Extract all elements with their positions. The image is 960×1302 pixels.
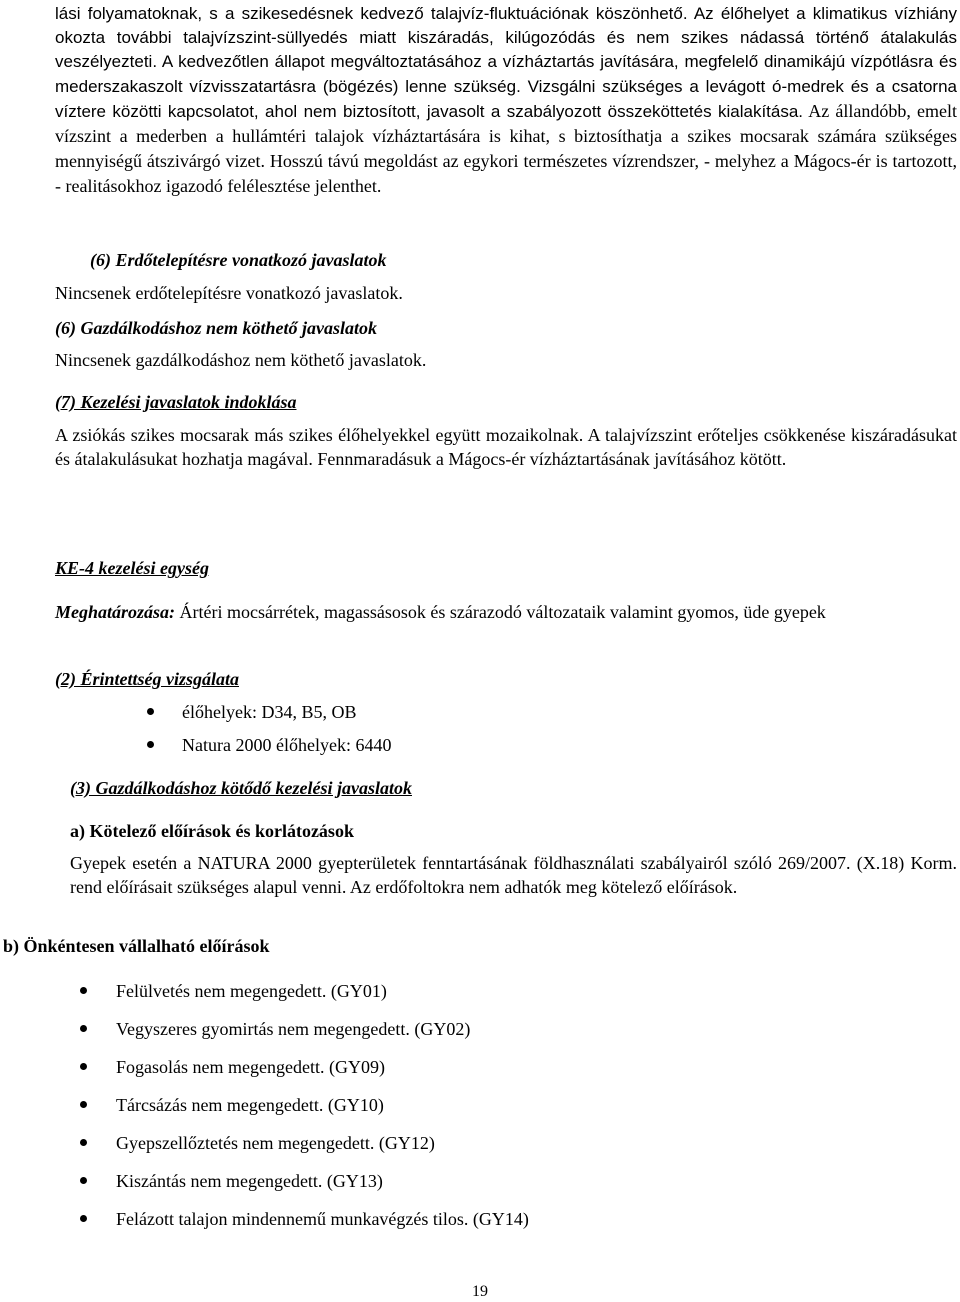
list-item: Kiszántás nem megengedett. (GY13) (80, 1169, 940, 1193)
farming-heading: (3) Gazdálkodáshoz kötődő kezelési javaslatok (70, 778, 412, 798)
bullet-icon (147, 708, 154, 715)
voluntary-heading: b) Önkéntesen vállalható előírások (3, 936, 270, 956)
justification-heading: (7) Kezelési javaslatok indoklása (55, 392, 297, 412)
justification-text: A zsiókás szikes mocsarak más szikes élőhelyekkel együtt mozaikolnak. A talajvízszint erőteljes csökkenése kiszáradásukat és átalakulásukat hozhatja magával. Fennmaradásuk a Mágocs-ér vízháztartásának javításához kötött. (55, 425, 957, 469)
voluntary-list (80, 979, 940, 1231)
list-item: Tárcsázás nem megengedett. (GY10) (80, 1093, 940, 1117)
bullet-icon (80, 1215, 87, 1222)
list-item: Felázott talajon mindennemű munkavégzés tilos. (GY14) (80, 1207, 940, 1231)
affected-heading: (2) Érintettség vizsgálata (55, 669, 239, 689)
definition-label: Meghatározása: (55, 602, 176, 622)
bullet-icon (147, 741, 154, 748)
bullet-icon (80, 1025, 87, 1032)
unit-title: KE-4 kezelési egység (55, 558, 209, 578)
page-number: 19 (472, 1283, 488, 1300)
non-farming-heading: (6) Gazdálkodáshoz nem köthető javaslatok (55, 318, 378, 338)
list-item: Vegyszeres gyomirtás nem megengedett. (GY02) (80, 1017, 940, 1041)
bullet-icon (80, 1139, 87, 1146)
forestation-heading: (6) Erdőtelepítésre vonatkozó javaslatok (90, 250, 387, 270)
mandatory-text: Gyepek esetén a NATURA 2000 gyepterületek fenntartásának földhasználati szabályairól szóló 269/2007. (X.18) Korm. rend előírásait szükséges alapul venni. Az erdőfoltokra nem adhatók meg kötelező előírások. (70, 853, 957, 897)
intro-paragraph-part1: lási folyamatoknak, s a szikesedésnek kedvező talajvíz-fluktuációnak köszönhető. Az élőhelyet a klimatikus vízhiány okozta további talajvízszint-süllyedés miatt kiszáradás, kilúgozódás és nem szikes nádassá történő átalakulás veszélyezteti. A kedvezőtlen állapot megváltoztatásához a vízháztartás javítására, megfelelő dinamikájú vízpótlásra és mederszakaszolt vízvisszatartásra (bögézés) lenne szükség. Vizsgálni szükséges a levágott ó-medrek és a csatorna víztere közötti kapcsolatot, ahol nem biztosított, javasolt a szabályozott összeköttetés kialakítása. (55, 4, 957, 121)
list-item: élőhelyek: D34, B5, OB (147, 700, 927, 724)
bullet-icon (80, 987, 87, 994)
non-farming-text: Nincsenek gazdálkodáshoz nem köthető javaslatok. (55, 350, 427, 370)
intro-paragraph (55, 2, 957, 200)
bullet-icon (80, 1063, 87, 1070)
forestation-text: Nincsenek erdőtelepítésre vonatkozó javaslatok. (55, 283, 403, 303)
list-item: Gyepszellőztetés nem megengedett. (GY12) (80, 1131, 940, 1155)
list-item: Natura 2000 élőhelyek: 6440 (147, 733, 927, 757)
bullet-icon (80, 1177, 87, 1184)
list-item: Fogasolás nem megengedett. (GY09) (80, 1055, 940, 1079)
definition-text: Ártéri mocsárrétek, magassásosok és szárazodó változataik valamint gyomos, üde gyepek (175, 602, 826, 622)
affected-list (147, 700, 927, 757)
bullet-icon (80, 1101, 87, 1108)
intro-paragraph-part2: Az állandóbb, emelt vízszint a mederben a hullámtéri talajok vízháztartására is kihat, s biztosíthatja a szikes mocsarak számára szükséges mennyiségű átszivárgó vizet. Hosszú távú megoldást az egykori természetes vízrendszer, - melyhez a Mágocs-ér is tartozott, - realitásokhoz igazodó felélesztése jelenthet. (55, 100, 957, 197)
mandatory-heading: a) Kötelező előírások és korlátozások (70, 821, 354, 841)
list-item: Felülvetés nem megengedett. (GY01) (80, 979, 940, 1003)
definition-paragraph (55, 600, 957, 624)
